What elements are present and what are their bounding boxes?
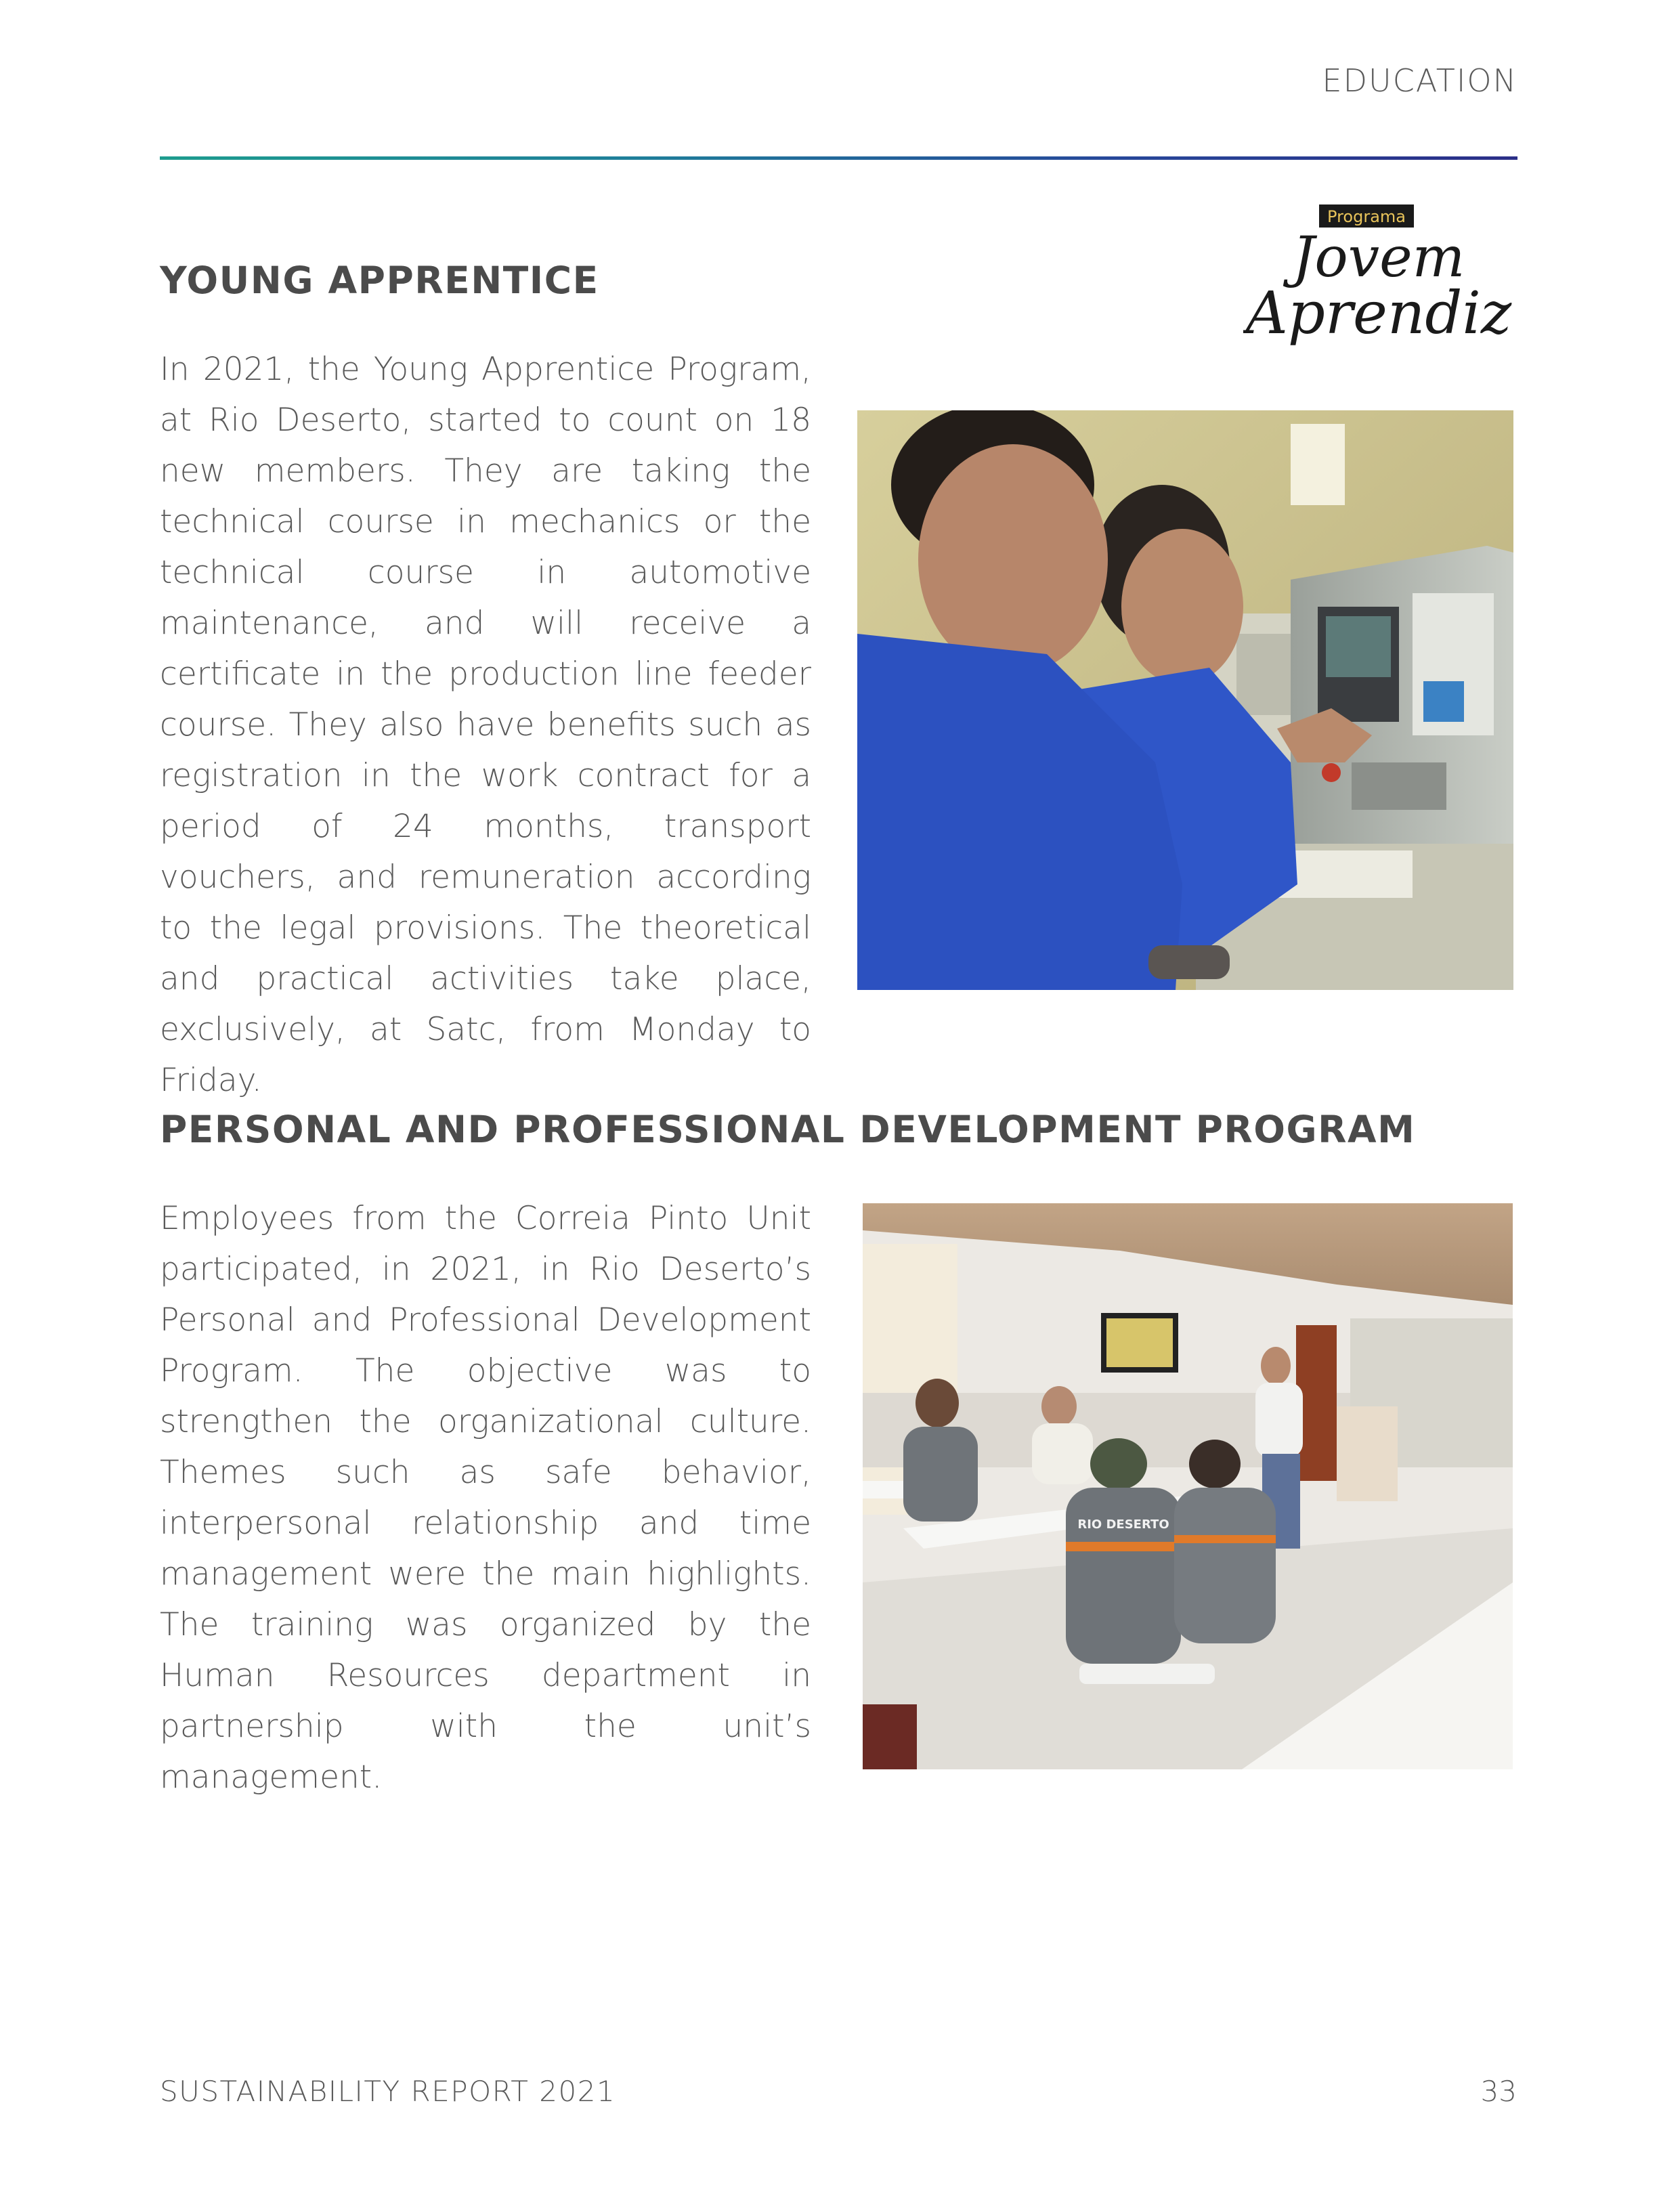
training-session-photo: [863, 1203, 1513, 1769]
young-apprentice-body: In 2021, the Young Apprentice Program, at Rio Deserto, started to count on 18 new members. They are taking the technical course in mechanics or the technical course in automotive maintenance, and will receive a certificate in the production line feeder course. They also have benefits such as registration in the work contract for a period of 24 months, transport vouchers, and remuneration according to the legal provisions. The theoretical and practical activities take place, exclusively, at Satc, from Monday to Friday.: [160, 351, 811, 1099]
logo-line1: Jovem: [1292, 225, 1465, 290]
young-apprentice-heading: YOUNG APPRENTICE: [160, 259, 599, 302]
footer-report-title: SUSTAINABILITY REPORT 2021: [160, 2075, 616, 2108]
header-divider: [160, 156, 1517, 160]
page-number: 33: [1480, 2075, 1517, 2108]
development-program-heading: PERSONAL AND PROFESSIONAL DEVELOPMENT PROGRAM: [160, 1108, 1416, 1151]
logo-line2: Aprendiz: [1245, 280, 1512, 347]
development-program-body: Employees from the Correia Pinto Unit participated, in 2021, in Rio Deserto’s Personal and Professional Development Program. The objective was to strengthen the organizational culture. Themes such as safe behavior, interpersonal relationship and time management were the main highlights. The training was organized by the Human Resources department in partnership with the unit’s management.: [160, 1200, 811, 1796]
jovem-aprendiz-logo: [1243, 200, 1521, 356]
logo-tag: Programa: [1327, 207, 1406, 226]
photo-vest-text: RIO DESERTO: [1077, 1517, 1169, 1532]
section-label: EDUCATION: [1322, 62, 1517, 99]
apprentices-cnc-photo: [857, 410, 1513, 990]
